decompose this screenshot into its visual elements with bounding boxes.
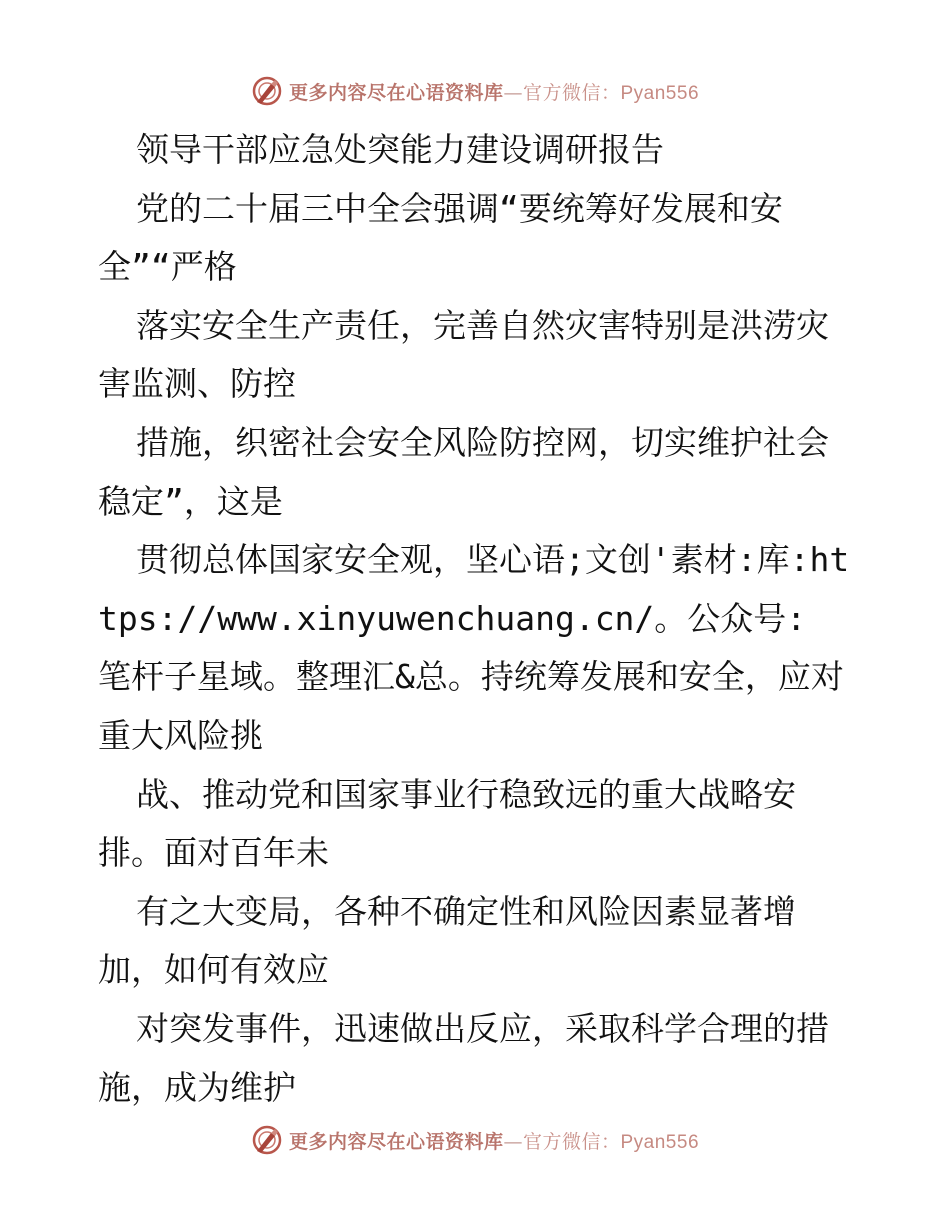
watermark-group	[251, 75, 699, 107]
footer-watermark	[0, 1120, 950, 1160]
watermark-main: 更多内容尽在心语资料库	[288, 1130, 504, 1153]
header-watermark	[0, 71, 950, 111]
pen-logo-icon	[251, 75, 283, 107]
paragraph: 战、推动党和国家事业行稳致远的重大战略安排。面对百年未	[98, 774, 796, 873]
watermark-main: 更多内容尽在心语资料库	[288, 81, 504, 104]
document-body	[98, 121, 858, 1117]
watermark-dash: —	[503, 81, 523, 104]
watermark-id: Pyan556	[620, 1131, 700, 1153]
watermark-dash: —	[503, 1130, 523, 1153]
paragraph: 有之大变局，各种不确定性和风险因素显著增加，如何有效应	[98, 891, 796, 990]
paragraph: 措施，织密社会安全风险防控网，切实维护社会稳定”，这是	[98, 422, 829, 521]
pen-logo-icon	[251, 1124, 283, 1156]
watermark-text	[289, 1127, 699, 1154]
paragraph: 贯彻总体国家安全观，坚心语;文创'素材:库:https://www.xinyuwenchuang.cn/。公众号: 笔杆子星域。整理汇&总。持统筹发展和安全，应对重大风险挑	[98, 540, 850, 755]
paragraph: 落实安全生产责任，完善自然灾害特别是洪涝灾害监测、防控	[98, 305, 829, 404]
watermark-group	[251, 1124, 699, 1156]
paragraph: 党的二十届三中全会强调“要统筹好发展和安全”“严格	[98, 188, 783, 287]
watermark-id: Pyan556	[620, 82, 700, 104]
watermark-text	[289, 78, 699, 105]
paragraph-title: 领导干部应急处突能力建设调研报告	[136, 130, 664, 169]
paragraph: 对突发事件，迅速做出反应，采取科学合理的措施，成为维护	[98, 1008, 829, 1107]
watermark-sub: 官方微信：	[522, 81, 621, 104]
watermark-sub: 官方微信：	[522, 1130, 621, 1153]
